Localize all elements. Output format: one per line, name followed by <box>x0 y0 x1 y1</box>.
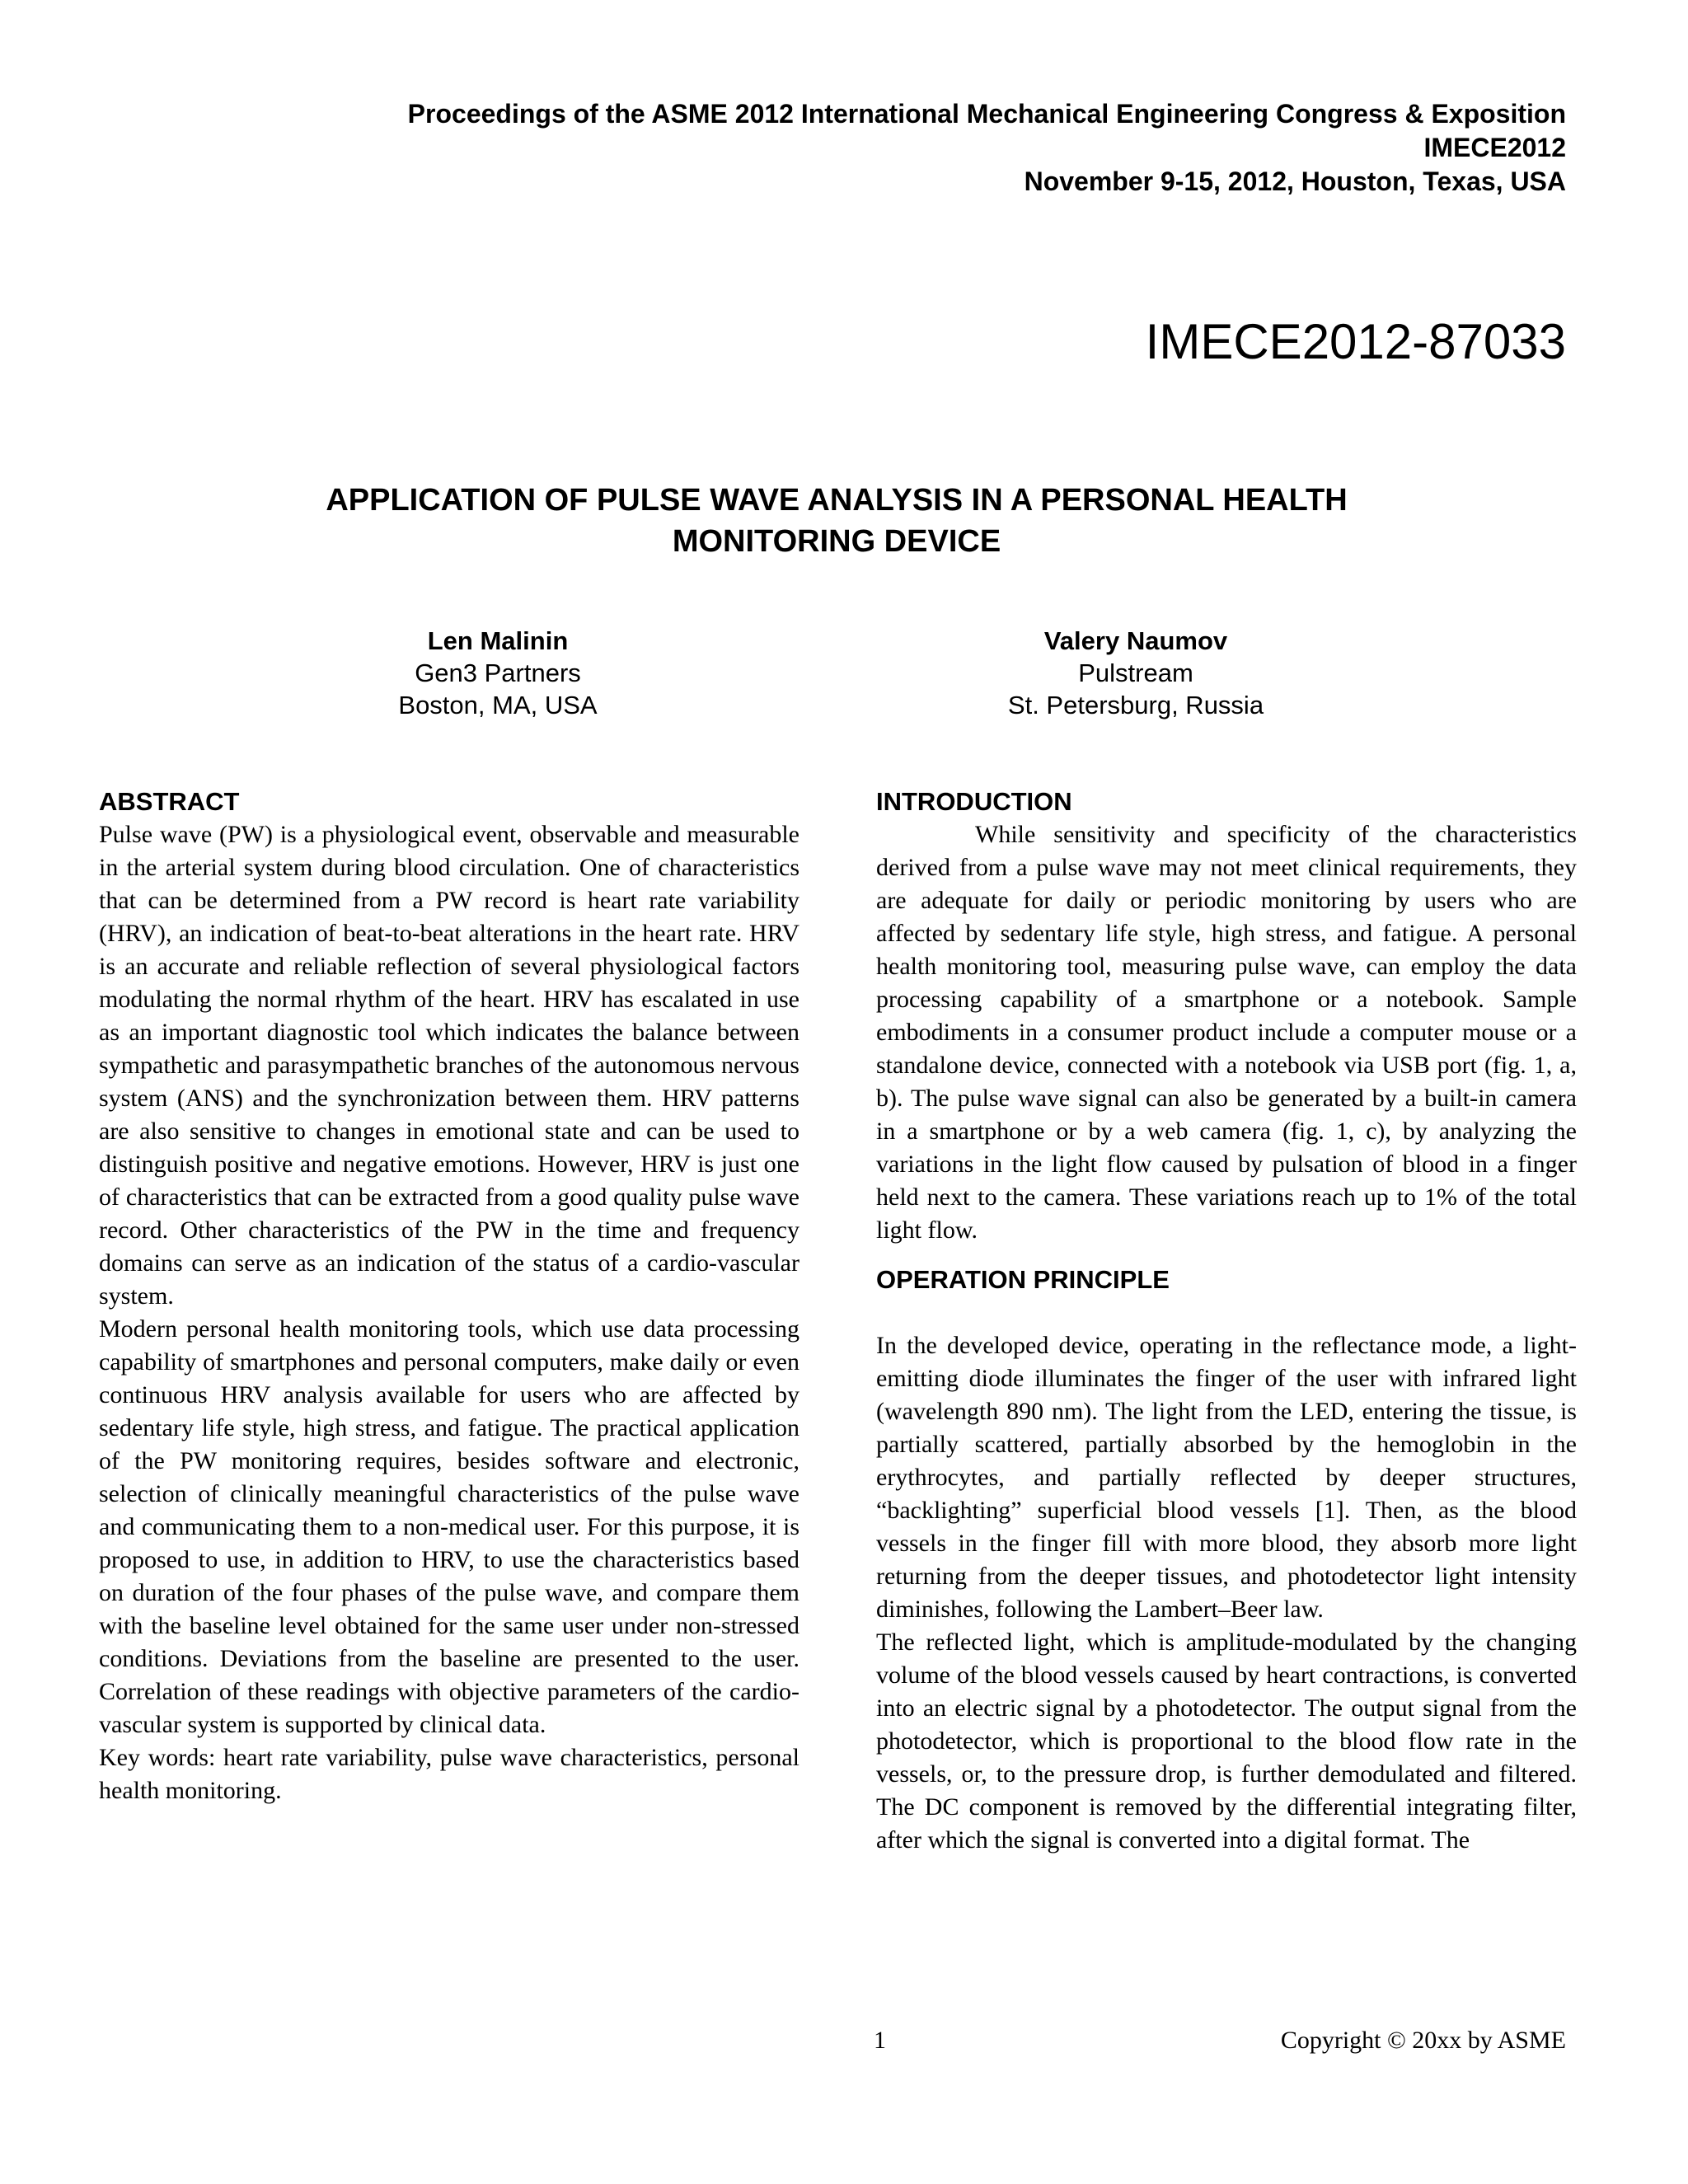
operation-paragraph: In the developed device, operating in the reflectance mode, a light-emitting diode illuminates the finger of the user with infrared light (wavelength 890 nm). The light from the LED, entering the tissue, is partially scattered, partially absorbed by the hemoglobin in the erythrocytes, and partially reflected by deeper structures, “backlighting” superficial blood vessels [1]. Then, as the blood vessels in the finger fill with more blood, they absorb more light returning from the deeper tissues, and photodetector light intensity diminishes, following the Lambert–Beer law. <box>876 1332 1577 1623</box>
introduction-heading: INTRODUCTION <box>876 787 1072 816</box>
copyright-notice: Copyright © 20xx by ASME <box>1280 2027 1566 2054</box>
author-name: Valery Naumov <box>1043 626 1228 655</box>
author-location: St. Petersburg, Russia <box>1007 691 1264 719</box>
paper-title-line-2: MONITORING DEVICE <box>672 524 1001 559</box>
right-column <box>876 785 1577 1857</box>
proceedings-conference: Proceedings of the ASME 2012 International Mechanical Engineering Congress & Exposition <box>407 99 1566 129</box>
abstract-paragraph: Pulse wave (PW) is a physiological event, observable and measurable in the arterial system during blood circulation. One of characteristics that can be determined from a PW record is heart rate variability (HRV), an indication of beat-to-beat alterations in the heart rate. HRV is an accurate and reliable reflection of several physiological factors modulating the normal rhythm of the heart. HRV has escalated in use as an important diagnostic tool which indicates the balance between sympathetic and parasympathetic branches of the autonomous nervous system (ANS) and the synchronization between them. HRV patterns are also sensitive to changes in emotional state and can be used to distinguish positive and negative emotions. However, HRV is just one of characteristics that can be extracted from a good quality pulse wave record. Other characteristics of the PW in the time and frequency domains can serve as an indication of the status of a cardio-vascular system. <box>99 821 799 1310</box>
author-block <box>847 625 1424 721</box>
proceedings-code: IMECE2012 <box>1423 133 1566 162</box>
paper-number: IMECE2012-87033 <box>1145 314 1566 369</box>
keywords-paragraph: Key words: heart rate variability, pulse wave characteristics, personal health monitoring. <box>99 1744 799 1804</box>
proceedings-header <box>330 97 1566 199</box>
introduction-paragraph: While sensitivity and specificity of the characteristics derived from a pulse wave may not meet clinical requirements, they are adequate for daily or periodic monitoring by users who are affected by sedentary life style, high stress, and fatigue. A personal health monitoring tool, measuring pulse wave, can employ the data processing capability of a smartphone or a notebook. Sample embodiments in a consumer product include a computer mouse or a standalone device, connected with a notebook via USB port (fig. 1, a, b). The pulse wave signal can also be generated by a built-in camera in a smartphone or by a web camera (fig. 1, c), by analyzing the variations in the light flow caused by pulsation of blood in a finger held next to the camera. These variations reach up to 1% of the total light flow. <box>876 821 1577 1244</box>
paper-title-line-1: APPLICATION OF PULSE WAVE ANALYSIS IN A PERSONAL HEALTH <box>326 483 1348 518</box>
author-name: Len Malinin <box>427 626 569 655</box>
author-affiliation: Gen3 Partners <box>415 658 581 687</box>
author-location: Boston, MA, USA <box>398 691 598 719</box>
proceedings-dates: November 9-15, 2012, Houston, Texas, USA <box>1024 166 1566 196</box>
operation-paragraph: The reflected light, which is amplitude-modulated by the changing volume of the blood vessels caused by heart contractions, is converted into an electric signal by a photodetector. The output signal from the photodetector, which is proportional to the blood flow rate in the vessels, or, to the pressure drop, is further demodulated and filtered. The DC component is removed by the differential integrating filter, after which the signal is converted into a digital format. The <box>876 1629 1577 1854</box>
abstract-heading: ABSTRACT <box>99 787 240 816</box>
author-affiliation: Pulstream <box>1078 658 1193 687</box>
paper-title <box>206 480 1467 562</box>
page-number: 1 <box>874 2027 886 2054</box>
author-block <box>209 625 786 721</box>
section-spacer <box>876 1247 1577 1263</box>
abstract-paragraph: Modern personal health monitoring tools, which use data processing capability of smartphones and personal computers, make daily or even continuous HRV analysis available for users who are affected by sedentary life style, high stress, and fatigue. The practical application of the PW monitoring requires, besides software and electronic, selection of clinically meaningful characteristics of the pulse wave and communicating them to a non-medical user. For this purpose, it is proposed to use, in addition to HRV, to use the characteristics based on duration of the four phases of the pulse wave, and compare them with the baseline level obtained for the same user under non-stressed conditions. Deviations from the baseline are presented to the user. Correlation of these readings with objective parameters of the cardio-vascular system is supported by clinical data. <box>99 1315 799 1738</box>
section-spacer <box>876 1296 1577 1329</box>
left-column <box>99 785 799 1807</box>
operation-principle-heading: OPERATION PRINCIPLE <box>876 1265 1170 1294</box>
